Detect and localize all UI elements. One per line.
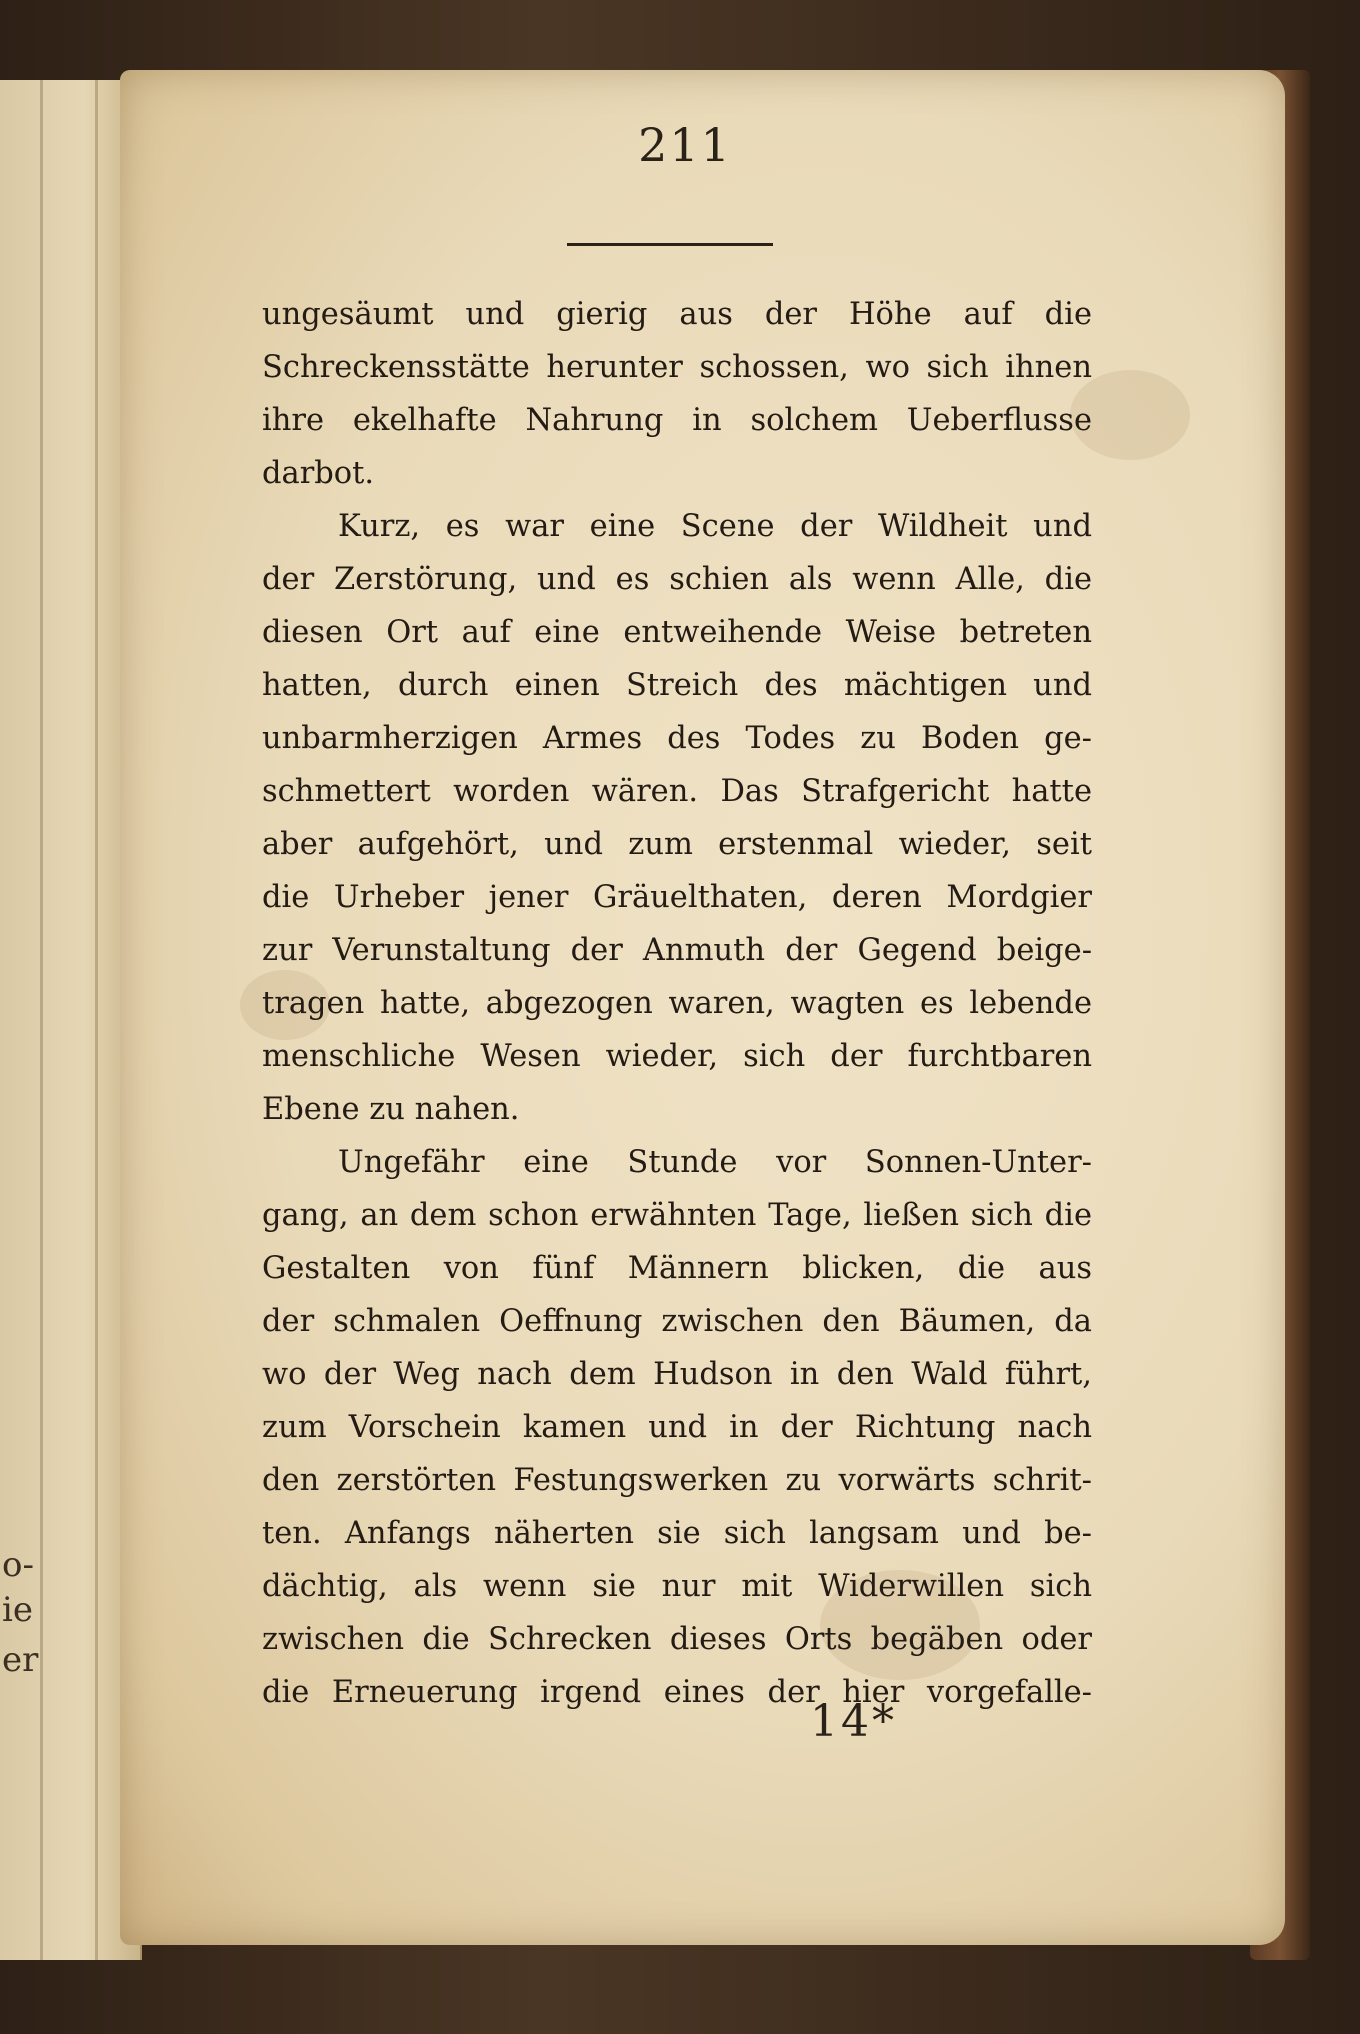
- text-line: Ebene zu nahen.: [262, 1092, 520, 1127]
- left-page-fragment: er: [2, 1640, 39, 1680]
- text-line: ihre ekelhafte Nahrung in solchem Ueberflusse: [262, 403, 1092, 438]
- page-crease: [95, 80, 98, 1960]
- left-page-fragment: o-: [2, 1545, 34, 1585]
- text-line: schmettert worden wären. Das Strafgericht hatte: [262, 774, 1092, 809]
- text-line: der schmalen Oeffnung zwischen den Bäumen, da: [262, 1304, 1092, 1339]
- text-line: diesen Ort auf eine entweihende Weise betreten: [262, 615, 1092, 650]
- page-body-text: [262, 288, 1092, 1719]
- text-line: Ungefähr eine Stunde vor Sonnen-Unter-: [338, 1145, 1092, 1180]
- text-line: die Erneuerung irgend eines der hier vorgefalle-: [262, 1675, 1092, 1710]
- header-rule: [567, 243, 773, 246]
- text-line: menschliche Wesen wieder, sich der furchtbaren: [262, 1039, 1092, 1074]
- text-line: zur Verunstaltung der Anmuth der Gegend beige-: [262, 933, 1092, 968]
- text-line: hatten, durch einen Streich des mächtigen und: [262, 668, 1092, 703]
- text-line: ten. Anfangs näherten sie sich langsam und be-: [262, 1516, 1092, 1551]
- text-line: aber aufgehört, und zum erstenmal wieder, seit: [262, 827, 1092, 862]
- text-line: zwischen die Schrecken dieses Orts begäben oder: [262, 1622, 1092, 1657]
- text-line: ungesäumt und gierig aus der Höhe auf die: [262, 297, 1092, 332]
- text-line: unbarmherzigen Armes des Todes zu Boden ge-: [262, 721, 1092, 756]
- text-line: zum Vorschein kamen und in der Richtung nach: [262, 1410, 1092, 1445]
- text-line: darbot.: [262, 456, 375, 491]
- text-line: Gestalten von fünf Männern blicken, die aus: [262, 1251, 1092, 1286]
- text-line: gang, an dem schon erwähnten Tage, ließen sich die: [262, 1198, 1092, 1233]
- text-line: die Urheber jener Gräuelthaten, deren Mordgier: [262, 880, 1092, 915]
- text-line: den zerstörten Festungswerken zu vorwärts schrit-: [262, 1463, 1092, 1498]
- text-line: Kurz, es war eine Scene der Wildheit und: [338, 509, 1092, 544]
- page-number: 211: [638, 118, 732, 172]
- text-line: wo der Weg nach dem Hudson in den Wald führt,: [262, 1357, 1092, 1392]
- signature-mark: 14*: [810, 1696, 897, 1747]
- page-crease: [40, 80, 43, 1960]
- text-line: der Zerstörung, und es schien als wenn Alle, die: [262, 562, 1092, 597]
- text-line: Schreckensstätte herunter schossen, wo sich ihnen: [262, 350, 1092, 385]
- text-line: tragen hatte, abgezogen waren, wagten es lebende: [262, 986, 1092, 1021]
- left-page-fragment: ie: [2, 1590, 33, 1630]
- text-line: dächtig, als wenn sie nur mit Widerwillen sich: [262, 1569, 1092, 1604]
